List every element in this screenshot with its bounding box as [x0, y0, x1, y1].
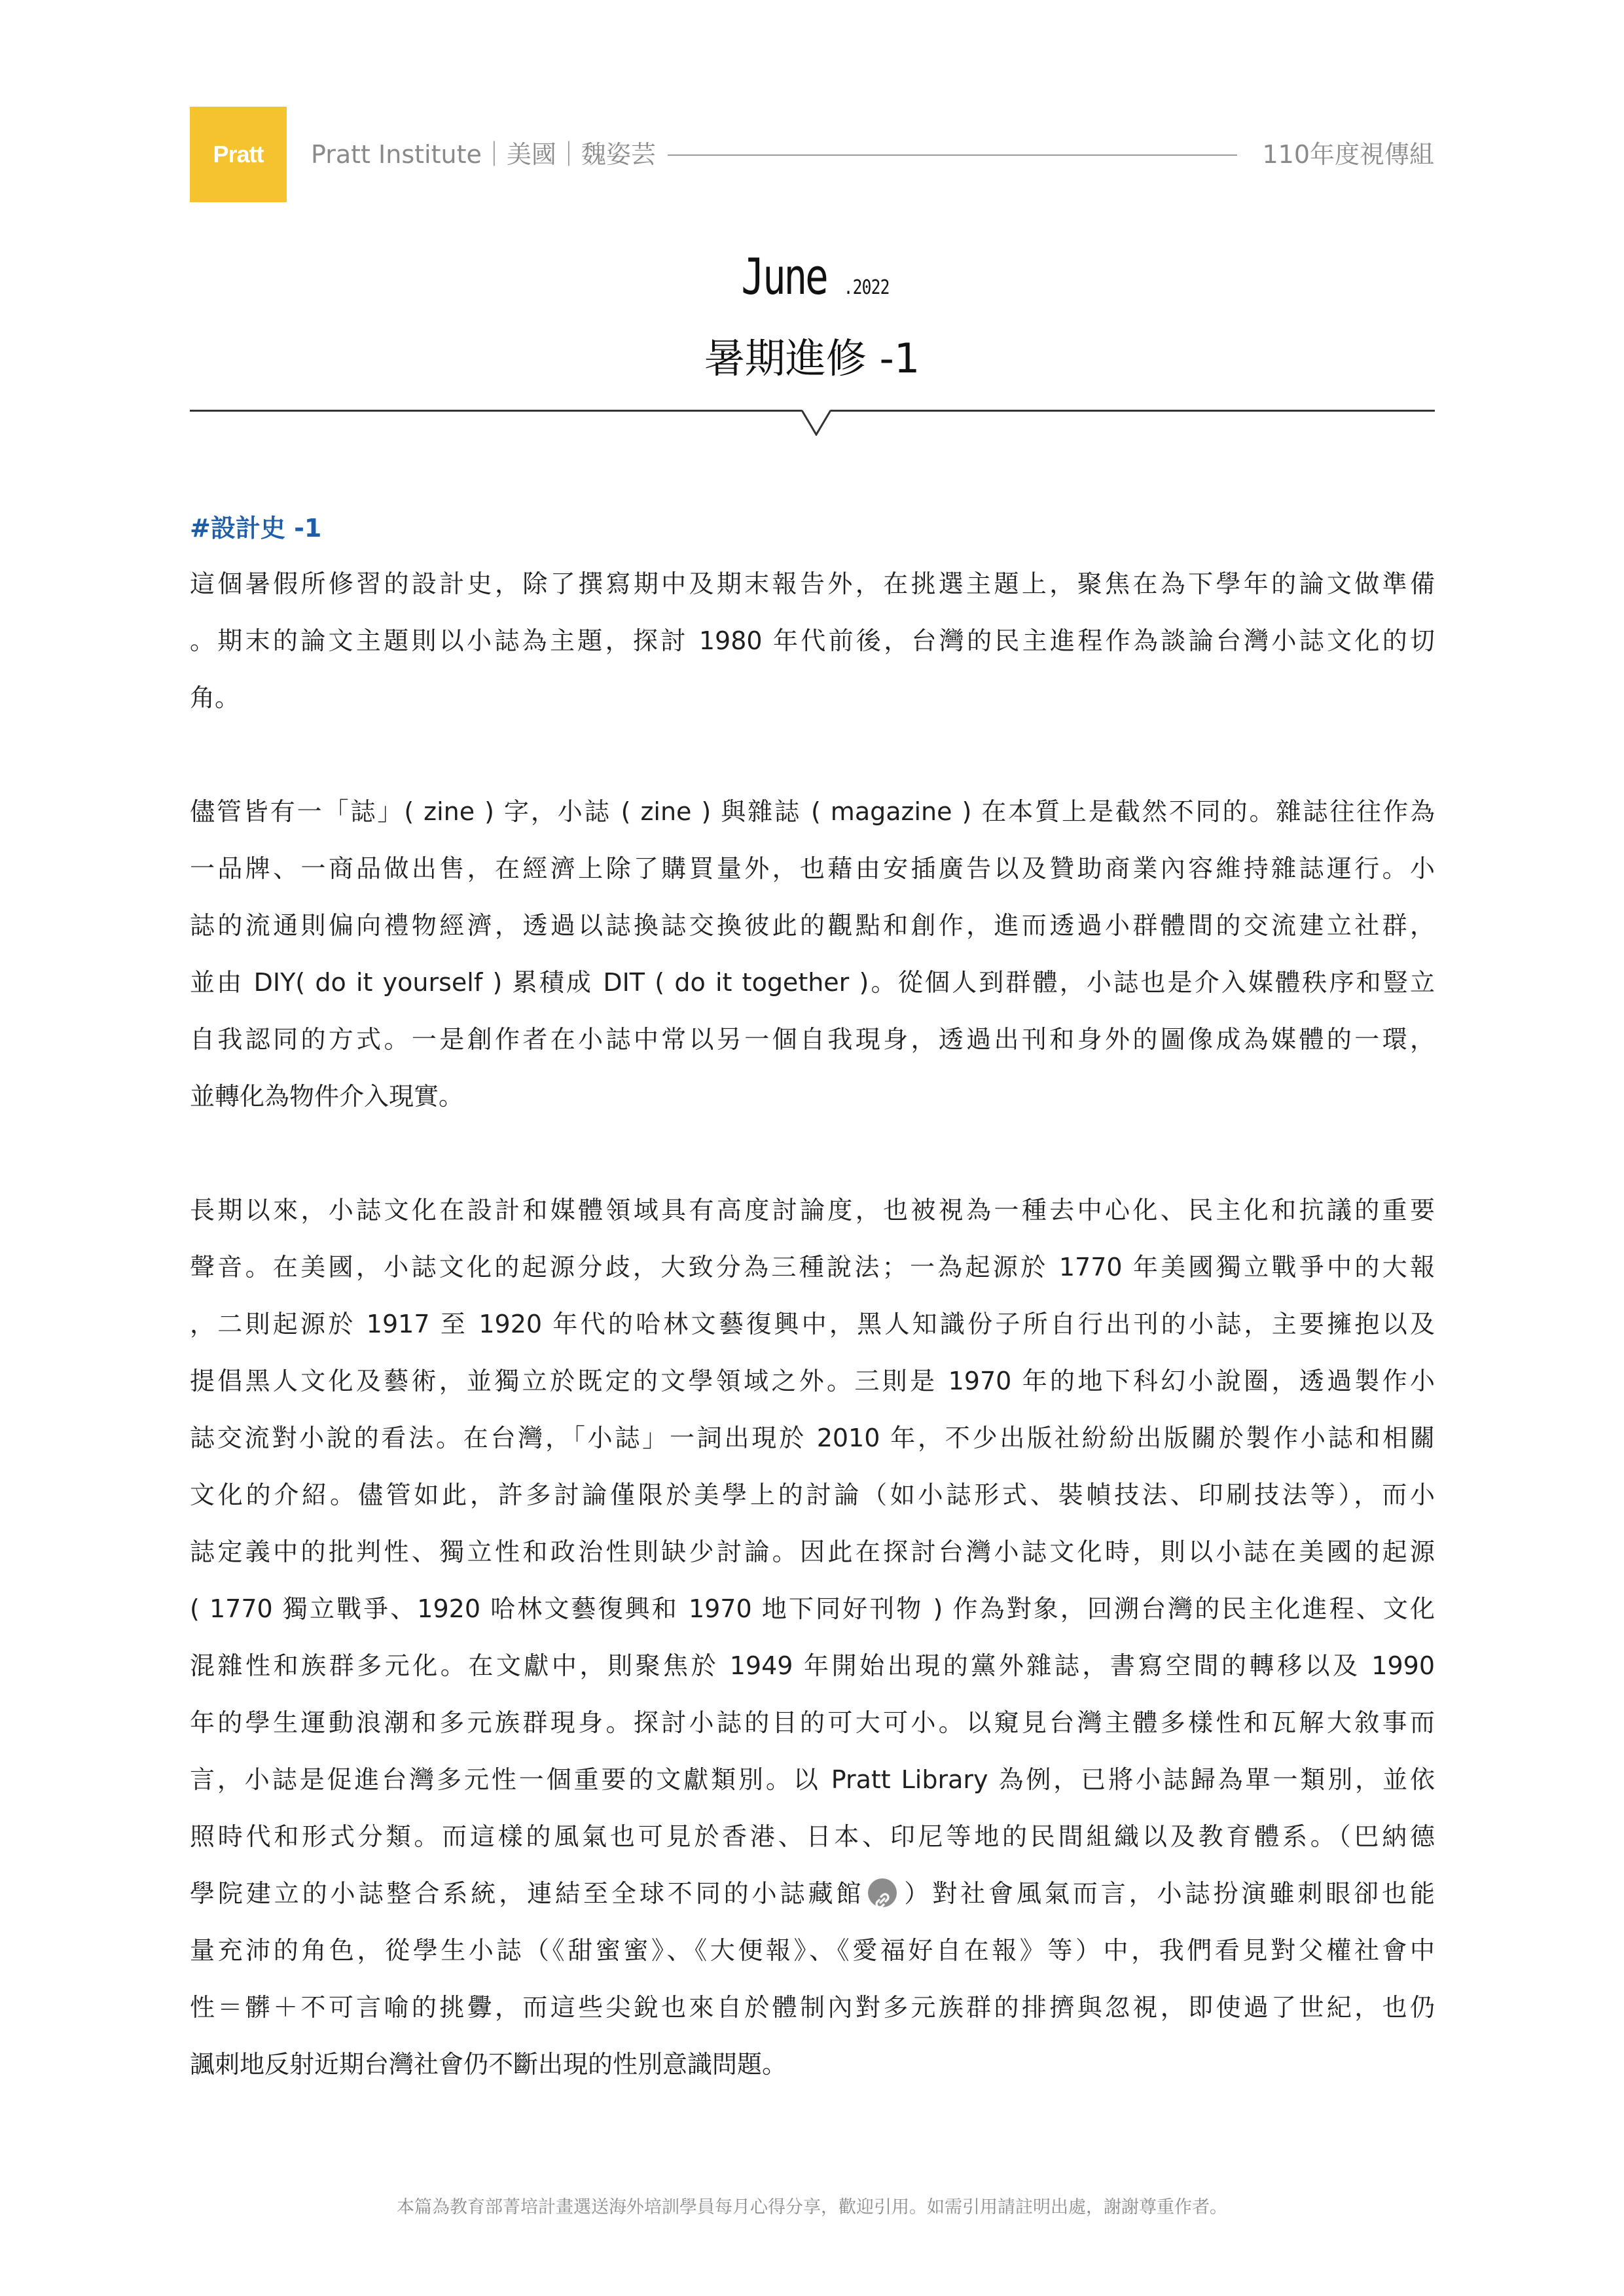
text-line: ( 1770 獨立戰爭、1920 哈林文藝復興和 1970 地下同好刊物 ) 作為對象，回溯台灣的民主化進程、文化 [190, 1594, 1435, 1623]
text-line: 提倡黑人文化及藝術，並獨立於既定的文學領域之外。三則是 1970 年的地下科幻小說圈，透過製作小 [190, 1367, 1435, 1395]
text-line: 年的學生運動浪潮和多元族群現身。探討小誌的目的可大可小。以窺見台灣主體多樣性和瓦解大敘事而 [190, 1708, 1435, 1737]
text-line: 這個暑假所修習的設計史，除了撰寫期中及期末報告外，在挑選主題上，聚焦在為下學年的論文做準備 [190, 569, 1435, 598]
text-line: 角。 [190, 683, 240, 712]
text-line: 文化的介紹。儘管如此，許多討論僅限於美學上的討論（如小誌形式、裝幀技法、印刷技法等），而小 [190, 1480, 1435, 1509]
text-line: 誌交流對小說的看法。在台灣，「小誌」一詞出現於 2010 年，不少出版社紛紛出版關於製作小誌和相關 [190, 1424, 1435, 1452]
header-divider [668, 154, 1237, 156]
paragraph-3 [190, 1182, 1435, 2093]
header-group: 110年度視傳組 [1262, 140, 1434, 169]
text-line: 儘管皆有一「誌」( zine ) 字，小誌 ( zine ) 與雜誌 ( magazine ) 在本質上是截然不同的。雜誌往往作為 [190, 797, 1435, 826]
header-institution: Pratt Institute｜美國｜魏姿芸 [311, 140, 656, 169]
pratt-logo [190, 107, 287, 202]
title-year: .2022 [844, 276, 890, 299]
text-line: 並由 DIY( do it yourself ) 累積成 DIT ( do it together )。從個人到群體，小誌也是介入媒體秩序和豎立 [190, 968, 1435, 997]
text-line: 並轉化為物件介入現實。 [190, 1082, 464, 1111]
link-line-before: 學院建立的小誌整合系統，連結至全球不同的小誌藏館 [190, 1879, 865, 1908]
text-line-with-link [190, 1865, 1435, 1922]
text-line: 量充沛的角色，從學生小誌（《甜蜜蜜》、《大便報》、《愛福好自在報》等）中，我們看見對父權社會中 [190, 1936, 1435, 1965]
text-line: 言，小誌是促進台灣多元性一個重要的文獻類別。以 Pratt Library 為例，已將小誌歸為單一類別，並依 [190, 1765, 1435, 1794]
paragraph-1 [190, 556, 1435, 726]
text-line: 。期末的論文主題則以小誌為主題，探討 1980 年代前後，台灣的民主進程作為談論台灣小誌文化的切 [190, 626, 1435, 655]
text-line: ，二則起源於 1917 至 1920 年代的哈林文藝復興中，黑人知識份子所自行出刊的小誌，主要擁抱以及 [190, 1310, 1435, 1338]
text-line: 誌定義中的批判性、獨立性和政治性則缺少討論。因此在探討台灣小誌文化時，則以小誌在美國的起源 [190, 1537, 1435, 1566]
text-line: 照時代和形式分類。而這樣的風氣也可見於香港、日本、印尼等地的民間組織以及教育體系。（巴納德 [190, 1822, 1435, 1851]
text-line: 自我認同的方式。一是創作者在小誌中常以另一個自我現身，透過出刊和身外的圖像成為媒體的一環， [190, 1025, 1435, 1054]
paragraph-2 [190, 783, 1435, 1125]
chain-link-icon [868, 1886, 897, 1915]
page-title: 暑期進修 -1 [704, 334, 920, 382]
text-line: 諷刺地反射近期台灣社會仍不斷出現的性別意識問題。 [190, 2050, 787, 2079]
link-icon[interactable] [868, 1878, 897, 1907]
text-line: 混雜性和族群多元化。在文獻中，則聚焦於 1949 年開始出現的黨外雜誌，書寫空間的轉移以及 1990 [190, 1651, 1435, 1680]
text-line: 一品牌、一商品做出售，在經濟上除了購買量外，也藉由安插廣告以及贊助商業內容維持雜誌運行。小 [190, 854, 1435, 883]
text-line: 誌的流通則偏向禮物經濟，透過以誌換誌交換彼此的觀點和創作，進而透過小群體間的交流建立社群， [190, 911, 1435, 940]
rule-notch-icon [802, 410, 831, 436]
title-month: June [741, 247, 827, 306]
link-line-after: ）對社會風氣而言，小誌扮演雖刺眼卻也能 [901, 1879, 1435, 1908]
logo-text: Pratt [213, 141, 264, 168]
section-heading: #設計史 -1 [190, 514, 322, 543]
text-line: 性＝髒＋不可言喻的挑釁，而這些尖銳也來自於體制內對多元族群的排擠與忽視，即使過了世紀，也仍 [190, 1993, 1435, 2022]
text-line: 聲音。在美國，小誌文化的起源分歧，大致分為三種說法；一為起源於 1770 年美國獨立戰爭中的大報 [190, 1253, 1435, 1282]
title-date [0, 247, 1624, 306]
text-line: 長期以來，小誌文化在設計和媒體領域具有高度討論度，也被視為一種去中心化、民主化和抗議的重要 [190, 1196, 1435, 1225]
footer-note: 本篇為教育部菁培計畫選送海外培訓學員每月心得分享，歡迎引用。如需引用請註明出處，謝謝尊重作者。 [397, 2197, 1227, 2217]
